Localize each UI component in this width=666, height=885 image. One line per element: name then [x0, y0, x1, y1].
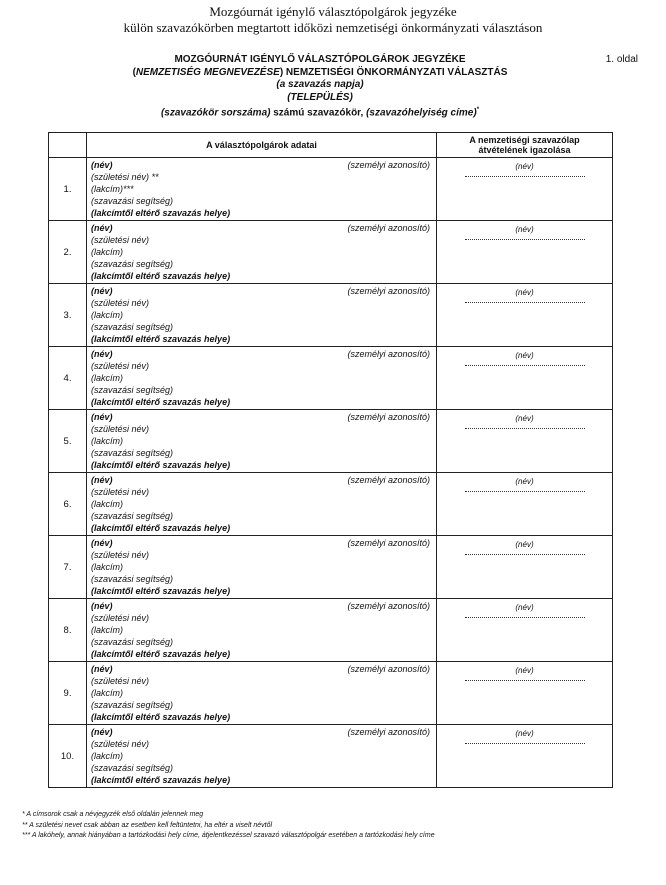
- table-header-row: [49, 133, 613, 158]
- voting-assistance-field: (szavazási segítség): [91, 448, 174, 458]
- row-number: 9.: [49, 662, 87, 725]
- signature-line: [465, 675, 585, 681]
- row-number: 4.: [49, 347, 87, 410]
- personal-id-field: (személyi azonosító): [347, 286, 430, 296]
- voter-data-cell: [87, 347, 437, 410]
- other-voting-place-field: (lakcímtől eltérő szavazás helye): [91, 586, 231, 596]
- receipt-signature-cell: [437, 410, 613, 473]
- personal-id-field: (személyi azonosító): [347, 538, 430, 548]
- voting-assistance-field: (szavazási segítség): [91, 763, 174, 773]
- signature-name-label: (név): [515, 729, 534, 738]
- voter-data-cell: [87, 662, 437, 725]
- table-row: [49, 284, 613, 347]
- form-header-line-1: MOZGÓURNÁT IGÉNYLŐ VÁLASZTÓPOLGÁROK JEGYZÉKE: [174, 54, 466, 65]
- voting-assistance-field: (szavazási segítség): [91, 385, 174, 395]
- table-row: [49, 221, 613, 284]
- signature-name-label: (név): [515, 666, 534, 675]
- signature-name-label: (név): [515, 603, 534, 612]
- signature-line: [465, 297, 585, 303]
- address-field: (lakcím): [91, 688, 123, 698]
- receipt-signature-cell: [437, 347, 613, 410]
- personal-id-field: (személyi azonosító): [347, 349, 430, 359]
- birth-name-field: (születési név): [91, 550, 150, 560]
- name-field: (név): [91, 601, 113, 611]
- voter-data-cell: [87, 473, 437, 536]
- birth-name-field: (születési név): [91, 298, 150, 308]
- receipt-signature-cell: [437, 725, 613, 788]
- address-field: (lakcím): [91, 436, 123, 446]
- signature-name-label: (név): [515, 162, 534, 171]
- personal-id-field: (személyi azonosító): [347, 223, 430, 233]
- other-voting-place-field: (lakcímtől eltérő szavazás helye): [91, 523, 231, 533]
- signature-name-label: (név): [515, 288, 534, 297]
- signature-line: [465, 738, 585, 744]
- footnotes: [22, 810, 435, 842]
- nationality-placeholder: NEMZETISÉG MEGNEVEZÉSE: [135, 66, 280, 78]
- other-voting-place-field: (lakcímtől eltérő szavazás helye): [91, 775, 231, 785]
- signature-line: [465, 234, 585, 240]
- voter-data-cell: [87, 599, 437, 662]
- voting-assistance-field: (szavazási segítség): [91, 322, 174, 332]
- personal-id-field: (személyi azonosító): [347, 727, 430, 737]
- signature-name-label: (név): [515, 414, 534, 423]
- birth-name-field: (születési név) **: [91, 172, 159, 182]
- signature-name-label: (név): [515, 225, 534, 234]
- row-number: 10.: [49, 725, 87, 788]
- address-field: (lakcím): [91, 247, 123, 257]
- table-row: [49, 599, 613, 662]
- voter-table: [48, 132, 613, 788]
- receipt-signature-cell: [437, 284, 613, 347]
- personal-id-field: (személyi azonosító): [347, 412, 430, 422]
- page-number: 1. oldal: [605, 54, 638, 65]
- name-field: (név): [91, 664, 113, 674]
- address-field: (lakcím)***: [91, 184, 134, 194]
- receipt-signature-cell: [437, 662, 613, 725]
- other-voting-place-field: (lakcímtől eltérő szavazás helye): [91, 460, 231, 470]
- row-number: 1.: [49, 158, 87, 221]
- document-title: [0, 4, 666, 36]
- voter-data-cell: [87, 725, 437, 788]
- birth-name-field: (születési név): [91, 487, 150, 497]
- header-number: [49, 133, 87, 158]
- other-voting-place-field: (lakcímtől eltérő szavazás helye): [91, 271, 231, 281]
- address-field: (lakcím): [91, 310, 123, 320]
- table-row: [49, 662, 613, 725]
- receipt-signature-cell: [437, 221, 613, 284]
- birth-name-field: (születési név): [91, 676, 150, 686]
- voter-data-cell: [87, 221, 437, 284]
- receipt-signature-cell: [437, 599, 613, 662]
- voting-assistance-field: (szavazási segítség): [91, 196, 174, 206]
- other-voting-place-field: (lakcímtől eltérő szavazás helye): [91, 208, 231, 218]
- name-field: (név): [91, 286, 113, 296]
- table-row: [49, 536, 613, 599]
- table-row: [49, 158, 613, 221]
- voting-assistance-field: (szavazási segítség): [91, 574, 174, 584]
- receipt-signature-cell: [437, 536, 613, 599]
- birth-name-field: (születési név): [91, 424, 150, 434]
- table-row: [49, 725, 613, 788]
- voting-assistance-field: (szavazási segítség): [91, 700, 174, 710]
- form-header-line-2: (NEMZETISÉG MEGNEVEZÉSE) NEMZETISÉGI ÖNKORMÁNYZATI VÁLASZTÁS: [132, 66, 508, 78]
- signature-name-label: (név): [515, 477, 534, 486]
- voting-assistance-field: (szavazási segítség): [91, 637, 174, 647]
- header-receipt: A nemzetiségi szavazólap átvételének igazolása: [437, 133, 613, 158]
- voting-assistance-field: (szavazási segítség): [91, 259, 174, 269]
- address-field: (lakcím): [91, 373, 123, 383]
- birth-name-field: (születési név): [91, 361, 150, 371]
- other-voting-place-field: (lakcímtől eltérő szavazás helye): [91, 334, 231, 344]
- personal-id-field: (személyi azonosító): [347, 475, 430, 485]
- signature-line: [465, 423, 585, 429]
- birth-name-field: (születési név): [91, 613, 150, 623]
- signature-line: [465, 486, 585, 492]
- row-number: 2.: [49, 221, 87, 284]
- birth-name-field: (születési név): [91, 739, 150, 749]
- voter-data-cell: [87, 410, 437, 473]
- title-line-1: Mozgóurnát igénylő választópolgárok jegyzéke: [209, 4, 457, 19]
- address-field: (lakcím): [91, 625, 123, 635]
- name-field: (név): [91, 223, 113, 233]
- other-voting-place-field: (lakcímtől eltérő szavazás helye): [91, 397, 231, 407]
- signature-line: [465, 360, 585, 366]
- receipt-signature-cell: [437, 473, 613, 536]
- form-header: [60, 54, 580, 120]
- row-number: 3.: [49, 284, 87, 347]
- name-field: (név): [91, 160, 113, 170]
- form-header-date: (a szavazás napja): [276, 79, 364, 90]
- footnote-1: * A címsorok csak a névjegyzék első oldalán jelennek meg: [22, 811, 204, 818]
- signature-line: [465, 171, 585, 177]
- voter-data-cell: [87, 284, 437, 347]
- row-number: 6.: [49, 473, 87, 536]
- row-number: 8.: [49, 599, 87, 662]
- other-voting-place-field: (lakcímtől eltérő szavazás helye): [91, 649, 231, 659]
- voter-data-cell: [87, 158, 437, 221]
- signature-line: [465, 612, 585, 618]
- voter-data-cell: [87, 536, 437, 599]
- name-field: (név): [91, 475, 113, 485]
- signature-name-label: (név): [515, 540, 534, 549]
- address-field: (lakcím): [91, 562, 123, 572]
- name-field: (név): [91, 349, 113, 359]
- row-number: 5.: [49, 410, 87, 473]
- footnote-3: *** A lakóhely, annak hiányában a tartózkodási hely címe, átjelentkezéssel szavazó választópolgár esetében a tartózkodási hely címe: [22, 832, 435, 839]
- receipt-signature-cell: [437, 158, 613, 221]
- personal-id-field: (személyi azonosító): [347, 664, 430, 674]
- title-line-2: külön szavazókörben megtartott időközi nemzetiségi önkormányzati választáson: [123, 20, 543, 35]
- name-field: (név): [91, 412, 113, 422]
- signature-line: [465, 549, 585, 555]
- form-header-line-5: (szavazókör sorszáma) számú szavazókör, (szavazóhelyiség címe)*: [160, 107, 480, 119]
- table-row: [49, 347, 613, 410]
- name-field: (név): [91, 727, 113, 737]
- form-header-settlement: (TELEPÜLÉS): [287, 91, 353, 103]
- personal-id-field: (személyi azonosító): [347, 601, 430, 611]
- voting-assistance-field: (szavazási segítség): [91, 511, 174, 521]
- personal-id-field: (személyi azonosító): [347, 160, 430, 170]
- footnote-2: ** A születési nevet csak abban az esetben kell feltüntetni, ha eltér a viselt névtől: [22, 821, 273, 829]
- row-number: 7.: [49, 536, 87, 599]
- name-field: (név): [91, 538, 113, 548]
- birth-name-field: (születési név): [91, 235, 150, 245]
- table-row: [49, 473, 613, 536]
- table-row: [49, 410, 613, 473]
- address-field: (lakcím): [91, 751, 123, 761]
- header-voter-data: A választópolgárok adatai: [87, 133, 437, 158]
- other-voting-place-field: (lakcímtől eltérő szavazás helye): [91, 712, 231, 722]
- signature-name-label: (név): [515, 351, 534, 360]
- address-field: (lakcím): [91, 499, 123, 509]
